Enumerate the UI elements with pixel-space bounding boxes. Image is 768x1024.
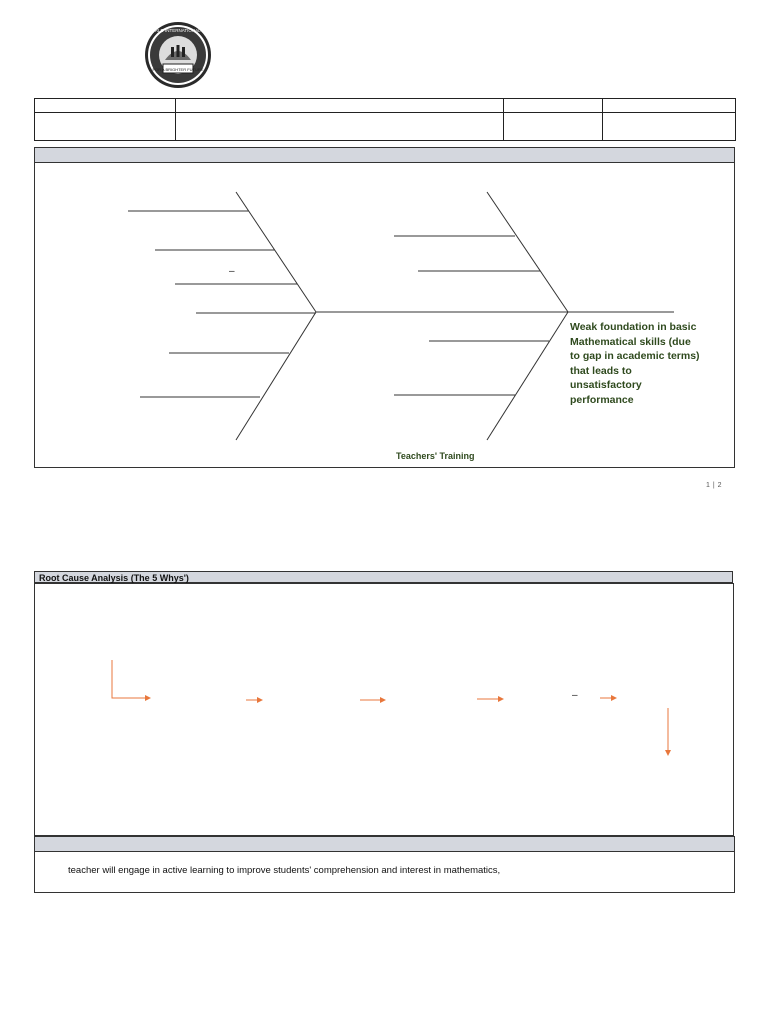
fishbone-bone [236, 192, 316, 312]
why-arrow-1 [112, 660, 150, 698]
root-cause-title: Root Cause Analysis (The 5 Whys') [34, 571, 733, 583]
fishbone-caption: Teachers' Training [396, 451, 475, 461]
fishbone-bone [236, 312, 316, 440]
dash-mark: – [229, 266, 235, 277]
info-cell [176, 113, 504, 141]
action-header-band [34, 836, 735, 852]
info-table [34, 98, 736, 141]
svg-text:NEW WORLD INTERNATIONAL SCHOOL: NEW WORLD INTERNATIONAL SCHOOL [135, 28, 221, 33]
svg-text:FOR A BRIGHTER FUTURE: FOR A BRIGHTER FUTURE [152, 67, 204, 72]
info-cell [504, 99, 603, 113]
info-cell [603, 99, 736, 113]
action-text: teacher will engage in active learning to improve students' comprehension and interest in mathematics, [68, 865, 501, 876]
dash-mark: – [572, 690, 578, 701]
info-cell [176, 99, 504, 113]
page-number: 1 | 2 [706, 482, 722, 489]
school-logo [135, 20, 221, 90]
school-crest-icon [135, 20, 221, 90]
fishbone-header-band [34, 147, 735, 163]
info-cell [35, 113, 176, 141]
info-cell [35, 99, 176, 113]
info-cell [603, 113, 736, 141]
fishbone-bone [487, 312, 568, 440]
fishbone-diagram [34, 162, 735, 468]
fishbone-bone [487, 192, 568, 312]
info-cell [504, 113, 603, 141]
why-arrows [100, 655, 680, 765]
fishbone-effect-label: Weak foundation in basic Mathematical skills (due to gap in academic terms) that leads to unsatisfactory performance [570, 321, 700, 406]
